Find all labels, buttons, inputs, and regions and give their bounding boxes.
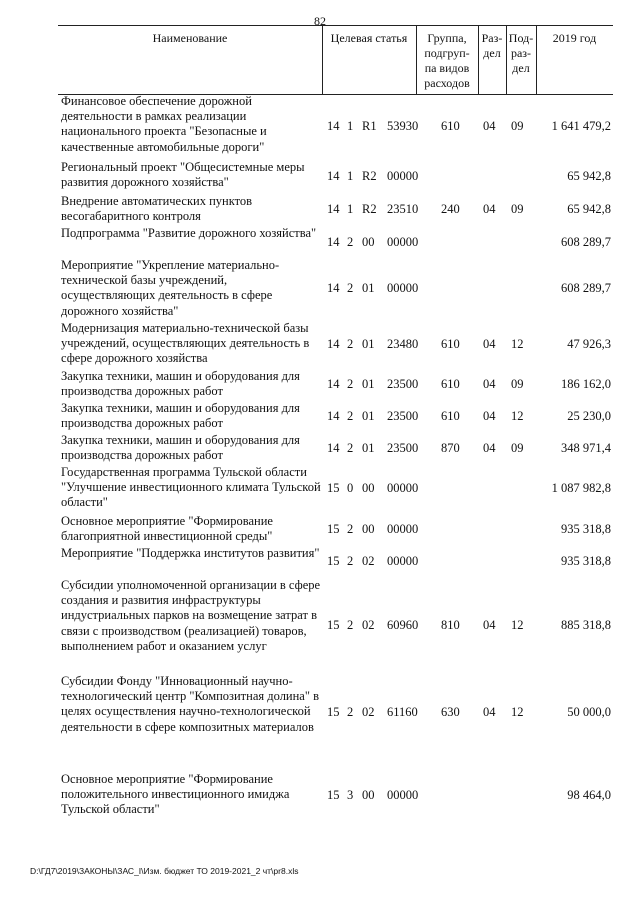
row-measure: 00 (362, 235, 375, 249)
table-row (0, 433, 640, 465)
row-program: 14 (327, 169, 340, 183)
row-amount: 935 318,8 (561, 554, 611, 568)
table-row (0, 226, 640, 258)
row-direction: 53930 (387, 119, 419, 133)
row-section: 04 (483, 409, 496, 423)
header-target-article: Целевая статья (330, 31, 408, 45)
row-subsection: 12 (511, 409, 524, 423)
header-name: Наименование (152, 31, 228, 45)
row-subprogram: 1 (347, 119, 354, 133)
row-program: 14 (327, 202, 340, 216)
table-header (58, 25, 613, 95)
table-row (0, 546, 640, 578)
row-subprogram: 2 (347, 705, 354, 719)
row-subprogram: 2 (347, 522, 354, 536)
header-section: Раз- дел (481, 31, 503, 60)
row-subsection: 09 (511, 202, 524, 216)
row-name: Закупка техники, машин и оборудования для производства дорожных работ (61, 401, 300, 431)
row-measure: 01 (362, 441, 375, 455)
row-program: 14 (327, 409, 340, 423)
row-name: Закупка техники, машин и оборудования для производства дорожных работ (61, 369, 300, 399)
row-name: Основное мероприятие "Формирование положительного инвестиционного имиджа Тульской области" (61, 772, 290, 817)
row-direction: 23500 (387, 377, 419, 391)
row-name: Подпрограмма "Развитие дорожного хозяйства" (61, 226, 317, 240)
row-measure: 02 (362, 618, 375, 632)
table-row (0, 160, 640, 192)
row-subprogram: 2 (347, 441, 354, 455)
row-section: 04 (483, 441, 496, 455)
row-name: Модернизация материально-технической базы учреждений, осуществляющих деятельность в сфере дорожного хозяйства (61, 321, 310, 366)
row-program: 14 (327, 235, 340, 249)
table-row (0, 258, 640, 320)
row-subsection: 09 (511, 441, 524, 455)
table-row (0, 465, 640, 513)
row-subsection: 09 (511, 377, 524, 391)
row-subsection: 12 (511, 705, 524, 719)
row-name: Финансовое обеспечение дорожной деятельности в рамках реализации национального проекта "Безопасные и качественные автомобильные дороги" (61, 94, 267, 154)
row-amount: 50 000,0 (567, 705, 611, 719)
row-measure: 00 (362, 522, 375, 536)
header-subsection: Под- раз- дел (508, 31, 534, 75)
row-amount: 885 318,8 (561, 618, 611, 632)
row-expense-group: 630 (441, 705, 460, 719)
row-direction: 00000 (387, 481, 419, 495)
row-direction: 60960 (387, 618, 419, 632)
row-measure: R2 (362, 202, 377, 216)
row-name: Государственная программа Тульской области "Улучшение инвестиционного климата Тульской области" (61, 465, 321, 510)
row-program: 15 (327, 705, 340, 719)
row-measure: 02 (362, 705, 375, 719)
row-program: 14 (327, 377, 340, 391)
row-name: Закупка техники, машин и оборудования для производства дорожных работ (61, 433, 300, 463)
row-section: 04 (483, 705, 496, 719)
row-amount: 47 926,3 (567, 337, 611, 351)
file-path-footer: D:\ГД7\2019\ЗАКОНЫ\ЗАС_I\Изм. бюджет ТО 2019-2021_2 чт\pr8.xls (30, 866, 299, 876)
row-subsection: 12 (511, 618, 524, 632)
row-subprogram: 2 (347, 554, 354, 568)
row-section: 04 (483, 119, 496, 133)
row-program: 14 (327, 281, 340, 295)
row-subprogram: 2 (347, 618, 354, 632)
row-direction: 00000 (387, 522, 419, 536)
row-name: Субсидии уполномоченной организации в сфере создания и развития инфраструктуры индустриальных парков на возмещение затрат в связи с производством (реализацией) товаров, выполнением работ и оказанием услуг (61, 578, 321, 653)
row-expense-group: 810 (441, 618, 460, 632)
row-direction: 00000 (387, 169, 419, 183)
table-row (0, 321, 640, 367)
row-program: 14 (327, 119, 340, 133)
row-amount: 65 942,8 (567, 202, 611, 216)
row-section: 04 (483, 377, 496, 391)
row-program: 15 (327, 554, 340, 568)
row-expense-group: 870 (441, 441, 460, 455)
row-program: 14 (327, 441, 340, 455)
row-program: 15 (327, 618, 340, 632)
row-direction: 23500 (387, 409, 419, 423)
row-direction: 00000 (387, 281, 419, 295)
table-row (0, 674, 640, 752)
row-measure: 01 (362, 409, 375, 423)
row-subprogram: 2 (347, 409, 354, 423)
row-measure: 02 (362, 554, 375, 568)
row-direction: 00000 (387, 554, 419, 568)
row-name: Внедрение автоматических пунктов весогабаритного контроля (61, 194, 253, 224)
row-subprogram: 2 (347, 377, 354, 391)
row-measure: 01 (362, 281, 375, 295)
row-amount: 608 289,7 (561, 281, 611, 295)
row-expense-group: 610 (441, 377, 460, 391)
row-expense-group: 610 (441, 119, 460, 133)
row-measure: 01 (362, 377, 375, 391)
row-subsection: 12 (511, 337, 524, 351)
row-expense-group: 610 (441, 337, 460, 351)
header-year: 2019 год (552, 31, 597, 45)
row-program: 15 (327, 788, 340, 802)
row-amount: 98 464,0 (567, 788, 611, 802)
row-amount: 1 641 479,2 (551, 119, 611, 133)
table-row (0, 772, 640, 820)
row-direction: 23480 (387, 337, 419, 351)
row-name: Субсидии Фонду "Инновационный научно-технологический центр "Композитная долина" в целях осуществления научно-технологической деятельности в сфере композитных материалов (61, 674, 319, 734)
row-name: Мероприятие "Укрепление материально-технической базы учреждений, осуществляющих деятельность в сфере дорожного хозяйства" (61, 258, 280, 318)
table-row (0, 194, 640, 226)
row-section: 04 (483, 202, 496, 216)
row-amount: 25 230,0 (567, 409, 611, 423)
row-name: Основное мероприятие "Формирование благоприятной инвестиционной среды" (61, 514, 273, 544)
row-amount: 65 942,8 (567, 169, 611, 183)
row-subprogram: 1 (347, 169, 354, 183)
row-subprogram: 3 (347, 788, 354, 802)
row-program: 15 (327, 522, 340, 536)
row-subprogram: 0 (347, 481, 354, 495)
row-subprogram: 2 (347, 337, 354, 351)
row-program: 14 (327, 337, 340, 351)
row-measure: 01 (362, 337, 375, 351)
row-amount: 186 162,0 (561, 377, 611, 391)
row-amount: 935 318,8 (561, 522, 611, 536)
row-subprogram: 2 (347, 235, 354, 249)
table-row (0, 514, 640, 546)
row-direction: 23510 (387, 202, 419, 216)
row-direction: 61160 (387, 705, 418, 719)
table-row (0, 94, 640, 158)
row-measure: 00 (362, 788, 375, 802)
row-measure: R1 (362, 119, 377, 133)
table-row (0, 369, 640, 401)
row-expense-group: 240 (441, 202, 460, 216)
row-subsection: 09 (511, 119, 524, 133)
row-direction: 00000 (387, 788, 419, 802)
table-row (0, 578, 640, 672)
row-program: 15 (327, 481, 340, 495)
row-expense-group: 610 (441, 409, 460, 423)
row-name: Мероприятие "Поддержка институтов развития" (61, 546, 320, 560)
row-subprogram: 2 (347, 281, 354, 295)
row-section: 04 (483, 618, 496, 632)
page-number: 82 (314, 14, 326, 28)
row-direction: 00000 (387, 235, 419, 249)
row-amount: 608 289,7 (561, 235, 611, 249)
row-name: Региональный проект "Общесистемные меры развития дорожного хозяйства" (61, 160, 305, 190)
row-amount: 348 971,4 (561, 441, 611, 455)
table-row (0, 401, 640, 433)
row-subprogram: 1 (347, 202, 354, 216)
row-measure: 00 (362, 481, 375, 495)
row-measure: R2 (362, 169, 377, 183)
row-section: 04 (483, 337, 496, 351)
row-amount: 1 087 982,8 (551, 481, 611, 495)
row-direction: 23500 (387, 441, 419, 455)
header-group: Группа, подгруп- па видов расходов (424, 31, 470, 90)
